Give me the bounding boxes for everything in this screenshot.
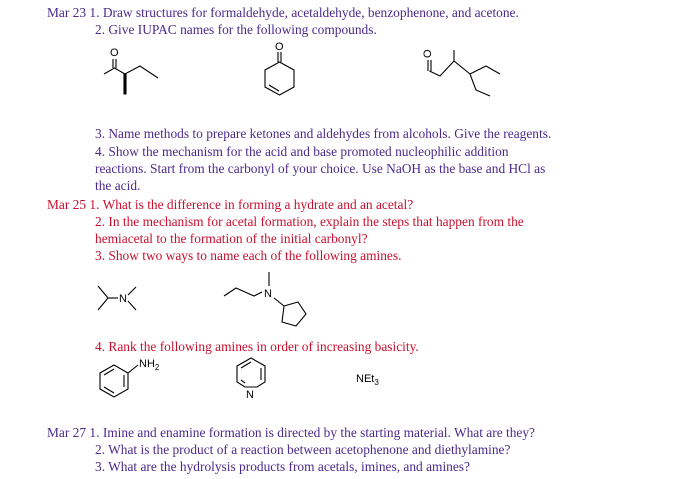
mar25-line-1 bbox=[47, 196, 413, 213]
structure-ketone-wedge bbox=[102, 42, 164, 100]
structure-oxygen-label: O bbox=[275, 41, 284, 53]
mar27-line-1 bbox=[47, 424, 535, 441]
mar27-question-1: 1. Imine and enamine formation is directed by the starting material. What are they? bbox=[89, 425, 535, 440]
mar23-date: Mar 23 bbox=[47, 5, 87, 20]
mar25-question-3: 3. Show two ways to name each of the following amines. bbox=[95, 248, 402, 263]
mar25-question-4: 4. Rank the following amines in order of increasing basicity. bbox=[95, 339, 419, 354]
mar25-question-2-line-2: hemiacetal to the formation of the initial carbonyl? bbox=[95, 231, 368, 246]
structure-nitrogen-label: N bbox=[246, 389, 254, 401]
mar23-line-1 bbox=[47, 4, 519, 21]
structure-oxygen-label: O bbox=[422, 49, 434, 58]
mar23-question-1: 1. Draw structures for formaldehyde, acetaldehyde, benzophenone, and acetone. bbox=[89, 5, 519, 20]
mar27-question-3: 3. What are the hydrolysis products from acetals, imines, and amines? bbox=[95, 459, 470, 474]
structure-oxygen-label: O bbox=[110, 47, 119, 59]
mar25-date: Mar 25 bbox=[47, 197, 87, 212]
structure-tertiary-amine-isopropyl bbox=[96, 278, 158, 318]
structure-net3-label: NEt$_3$ bbox=[356, 373, 379, 387]
mar25-question-2-line-1: 2. In the mechanism for acetal formation, explain the steps that happen from the bbox=[95, 214, 524, 229]
structure-tertiary-amine-cyclopentyl bbox=[222, 272, 310, 330]
mar23-question-4-line-3: the acid. bbox=[95, 178, 141, 193]
mar23-question-4-line-1: 4. Show the mechanism for the acid and base promoted nucleophilic addition bbox=[95, 144, 509, 159]
structure-cyclohexenone bbox=[257, 38, 301, 104]
mar23-question-3: 3. Name methods to prepare ketones and aldehydes from alcohols. Give the reagents. bbox=[95, 126, 552, 141]
structure-nitrogen-label: N bbox=[264, 288, 272, 300]
structure-pyridine bbox=[231, 354, 273, 408]
mar27-date: Mar 27 bbox=[47, 425, 87, 440]
mar25-question-1: 1. What is the difference in forming a hydrate and an acetal? bbox=[89, 197, 414, 212]
structure-nh2-label: $NH_2$ bbox=[139, 358, 160, 372]
mar27-question-2: 2. What is the product of a reaction between acetophenone and diethylamine? bbox=[95, 442, 511, 457]
mar23-question-4-line-2: reactions. Start from the carbonyl of your choice. Use NaOH as the base and HCl as bbox=[95, 161, 546, 176]
structure-nitrogen-label: N bbox=[119, 293, 127, 305]
structure-aniline bbox=[96, 353, 170, 399]
mar23-question-2: 2. Give IUPAC names for the following compounds. bbox=[95, 22, 377, 37]
structure-triethylamine bbox=[356, 370, 396, 388]
structure-branched-aldehyde bbox=[420, 44, 506, 106]
